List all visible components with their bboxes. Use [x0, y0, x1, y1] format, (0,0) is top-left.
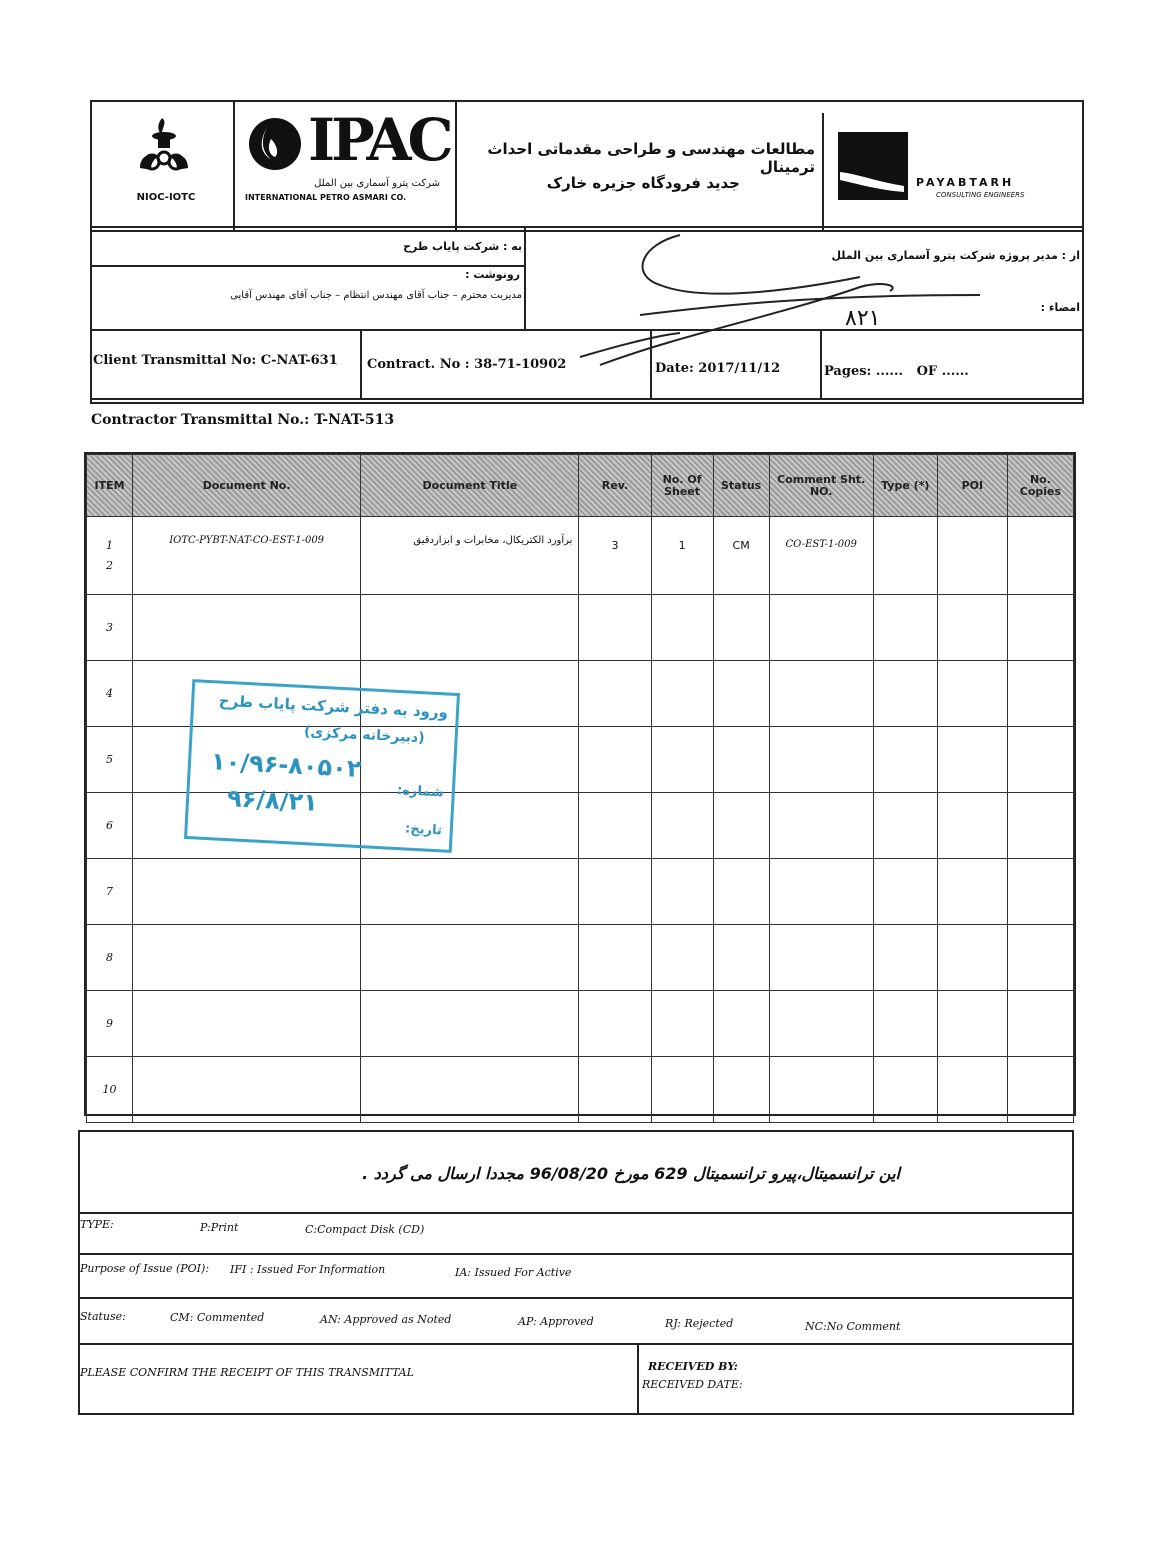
contract-no: Contract. No : 38-71-10902	[367, 357, 567, 372]
table-row	[87, 925, 1074, 991]
project-title-line1: مطالعات مهندسی و طراحی مقدماتی احداث ترمینال	[487, 140, 815, 176]
nioc-flame-icon	[130, 112, 200, 182]
ipac-drop-icon	[245, 115, 305, 173]
type-label: TYPE:	[80, 1218, 114, 1231]
payab-sub: CONSULTING ENGINEERS	[936, 191, 1025, 199]
status-nc: NC:No Comment	[805, 1320, 901, 1333]
header-type: Type (*)	[873, 455, 937, 517]
poi-ia: IA: Issued For Active	[455, 1266, 572, 1279]
header-doc-title: Document Title	[361, 455, 579, 517]
status-ap: AP: Approved	[518, 1315, 594, 1328]
footer-hline-4	[78, 1343, 1074, 1345]
received-date: RECEIVED DATE:	[642, 1378, 743, 1391]
addr-hline-1	[90, 265, 524, 267]
footer-note: این ترانسمیتال،پیرو ترانسمیتال 629 مورخ 96/08/20 مجددا ارسال می گردد .	[362, 1164, 900, 1183]
status-label: Statuse:	[80, 1310, 126, 1323]
receipt-stamp	[184, 679, 460, 853]
stamp-number-label: شماره:	[396, 782, 445, 801]
row-comment-sht: CO-EST-1-009	[769, 517, 873, 595]
status-rj: RJ: Rejected	[665, 1317, 734, 1330]
header-divider-2	[455, 100, 457, 232]
table-row	[87, 859, 1074, 925]
row-item: 8	[87, 925, 133, 991]
sign-label: امضاء :	[1040, 301, 1080, 314]
stamp-line1: ورود به دفتر شرکت پایاب طرح	[218, 691, 449, 722]
ipac-logo-text: IPAC	[308, 106, 450, 174]
payab-logo-icon	[838, 132, 908, 200]
row-rev: 3	[579, 517, 651, 595]
row-item: 10	[87, 1057, 133, 1123]
nioc-label: NIOC-IOTC	[136, 192, 196, 203]
stamp-date-value: ۹۶/۸/۲۱	[226, 784, 319, 817]
header-poi: POI	[937, 455, 1007, 517]
row-item: 7	[87, 859, 133, 925]
poi-ifi: IFI : Issued For Information	[230, 1263, 386, 1276]
type-print: P:Print	[200, 1221, 239, 1234]
row-copies	[1007, 517, 1073, 595]
header-rev: Rev.	[579, 455, 651, 517]
table-header-row	[87, 455, 1074, 517]
pages-count: Pages: ...... OF ......	[824, 364, 969, 379]
header-status: Status	[713, 455, 769, 517]
type-cd: C:Compact Disk (CD)	[305, 1223, 425, 1236]
row-item: 6	[87, 793, 133, 859]
transmittal-date: Date: 2017/11/12	[655, 361, 781, 376]
signature-text: ۸۲۱	[845, 306, 881, 331]
info-vline-1	[360, 329, 362, 399]
row-status: CM	[713, 517, 769, 595]
table-row	[87, 991, 1074, 1057]
header-comment-sht: Comment Sht. NO.	[769, 455, 873, 517]
ipac-en-name: INTERNATIONAL PETRO ASMARI CO.	[245, 193, 407, 202]
header-doc-no: Document No.	[133, 455, 361, 517]
row-item: 5	[87, 727, 133, 793]
row-item: 3	[87, 595, 133, 661]
table-row	[87, 517, 1074, 595]
header-divider-1	[233, 100, 235, 232]
stamp-number-value: ۱۰/۹۶-۸۰۵۰۲	[210, 747, 363, 784]
footer-vline	[637, 1343, 639, 1415]
signature-scribble	[560, 215, 1010, 375]
table-row	[87, 1057, 1074, 1123]
addressee-to: به : شرکت پایاب طرح	[403, 240, 522, 253]
received-by: RECEIVED BY:	[648, 1360, 738, 1373]
header-item: ITEM	[87, 455, 133, 517]
client-transmittal: Client Transmittal No: C-NAT-631	[93, 353, 338, 368]
ipac-fa-name: شرکت پترو آسماری بین الملل	[314, 178, 440, 189]
row-item: 4	[87, 661, 133, 727]
row-doc-title: برآورد الکتریکال، مخابرات و ابزاردقیق	[361, 517, 579, 595]
header-sheets: No. Of Sheet	[651, 455, 713, 517]
row-sheets: 1	[651, 517, 713, 595]
sender-from: از : مدیر پروژه شرکت پترو آسماری بین الملل	[831, 249, 1080, 262]
row-type	[873, 517, 937, 595]
nioc-logo	[130, 112, 200, 182]
row-item: 9	[87, 991, 133, 1057]
stamp-date-label: تاریخ:	[404, 821, 443, 839]
row-poi	[937, 517, 1007, 595]
footer-hline-2	[78, 1253, 1074, 1255]
contractor-transmittal: Contractor Transmittal No.: T-NAT-513	[91, 412, 395, 428]
info-hline	[90, 398, 1084, 400]
table-row	[87, 595, 1074, 661]
stamp-line2: (دبیرخانه مرکزی)	[303, 724, 426, 747]
project-title-line2: جدید فرودگاه جزیره خارک	[546, 174, 740, 192]
footer-hline-1	[78, 1212, 1074, 1214]
status-cm: CM: Commented	[170, 1311, 265, 1324]
addr-vline	[524, 226, 526, 331]
footer-hline-3	[78, 1297, 1074, 1299]
row-item: 1 2	[87, 517, 133, 595]
poi-label: Purpose of Issue (POI):	[80, 1262, 210, 1275]
cc-label: رونوشت :	[465, 268, 520, 281]
status-an: AN: Approved as Noted	[320, 1313, 452, 1326]
payab-name: PAYABTARH	[916, 176, 1015, 189]
cc-value: مدیریت محترم – جناب آقای مهندس انتظام – جناب آقای مهندس آقایی	[230, 290, 522, 301]
row-doc-no: IOTC-PYBT-NAT-CO-EST-1-009	[133, 517, 361, 595]
header-copies: No. Copies	[1007, 455, 1073, 517]
confirm-receipt: PLEASE CONFIRM THE RECEIPT OF THIS TRANSMITTAL	[80, 1366, 414, 1379]
